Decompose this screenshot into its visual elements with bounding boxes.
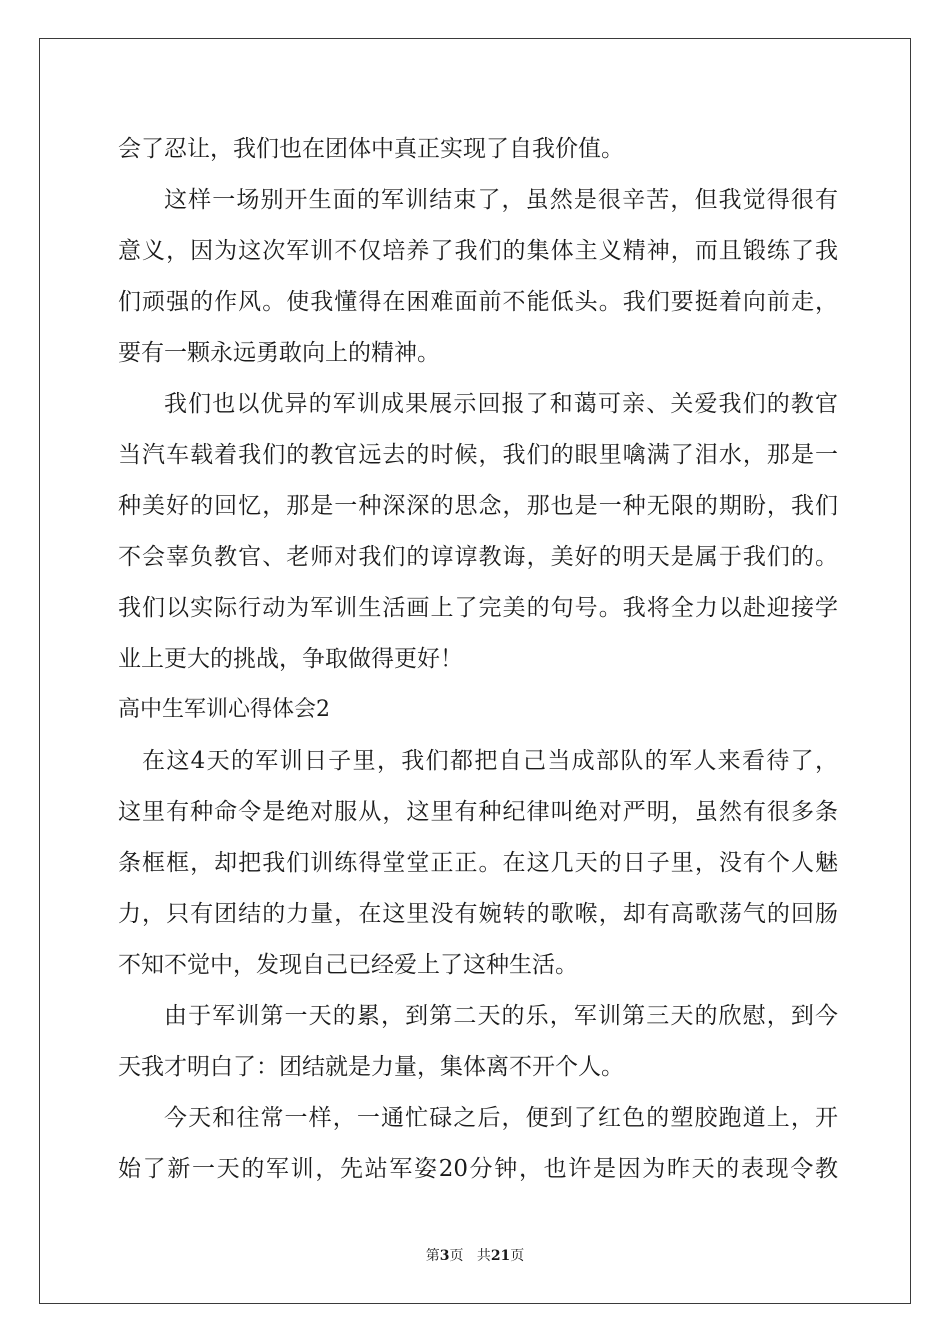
text-line: 条框框，却把我们训练得堂堂正正。在这几天的日子里，没有个人魅	[118, 850, 838, 876]
text-line: 会了忍让，我们也在团体中真正实现了自我价值。	[118, 136, 624, 162]
total-prefix: 共	[476, 1248, 491, 1264]
page-suffix: 页	[449, 1248, 464, 1264]
paragraph-start-line: 今天和往常一样，一通忙碌之后，便到了红色的塑胶跑道上，开	[164, 1105, 838, 1131]
text-line: 力，只有团结的力量，在这里没有婉转的歌喉，却有高歌荡气的回肠	[118, 901, 838, 927]
paragraph-start-line: 在这4天的军训日子里，我们都把自己当成部队的军人来看待了，	[142, 748, 838, 774]
total-pages: 21	[490, 1248, 511, 1264]
total-suffix: 页	[510, 1248, 525, 1264]
text-line: 意义，因为这次军训不仅培养了我们的集体主义精神，而且锻练了我	[118, 238, 838, 264]
text-line: 要有一颗永远勇敢向上的精神。	[118, 340, 440, 366]
page-footer	[0, 1244, 950, 1268]
text-line: 们顽强的作风。使我懂得在困难面前不能低头。我们要挺着向前走，	[118, 289, 838, 315]
text-line: 当汽车载着我们的教官远去的时候，我们的眼里噙满了泪水，那是一	[118, 442, 838, 468]
section-heading: 高中生军训心得体会2	[118, 697, 330, 722]
text-line: 始了新一天的军训，先站军姿20分钟，也许是因为昨天的表现令教	[118, 1156, 838, 1182]
text-line: 不会辜负教官、老师对我们的谆谆教诲，美好的明天是属于我们的。	[118, 544, 838, 570]
paragraph-start-line: 这样一场别开生面的军训结束了，虽然是很辛苦，但我觉得很有	[164, 187, 838, 213]
text-line: 我们以实际行动为军训生活画上了完美的句号。我将全力以赴迎接学	[118, 595, 838, 621]
text-line: 不知不觉中，发现自己已经爱上了这种生活。	[118, 952, 578, 978]
text-line: 这里有种命令是绝对服从，这里有种纪律叫绝对严明，虽然有很多条	[118, 799, 838, 825]
text-line: 业上更大的挑战，争取做得更好！	[118, 646, 463, 672]
page-prefix: 第	[425, 1248, 440, 1264]
text-line: 种美好的回忆，那是一种深深的思念，那也是一种无限的期盼，我们	[118, 493, 838, 519]
paragraph-start-line: 由于军训第一天的累，到第二天的乐，军训第三天的欣慰，到今	[164, 1003, 838, 1029]
text-line: 天我才明白了：团结就是力量，集体离不开个人。	[118, 1054, 624, 1080]
page-number: 3	[439, 1248, 450, 1264]
paragraph-start-line: 我们也以优异的军训成果展示回报了和蔼可亲、关爱我们的教官	[164, 391, 838, 417]
